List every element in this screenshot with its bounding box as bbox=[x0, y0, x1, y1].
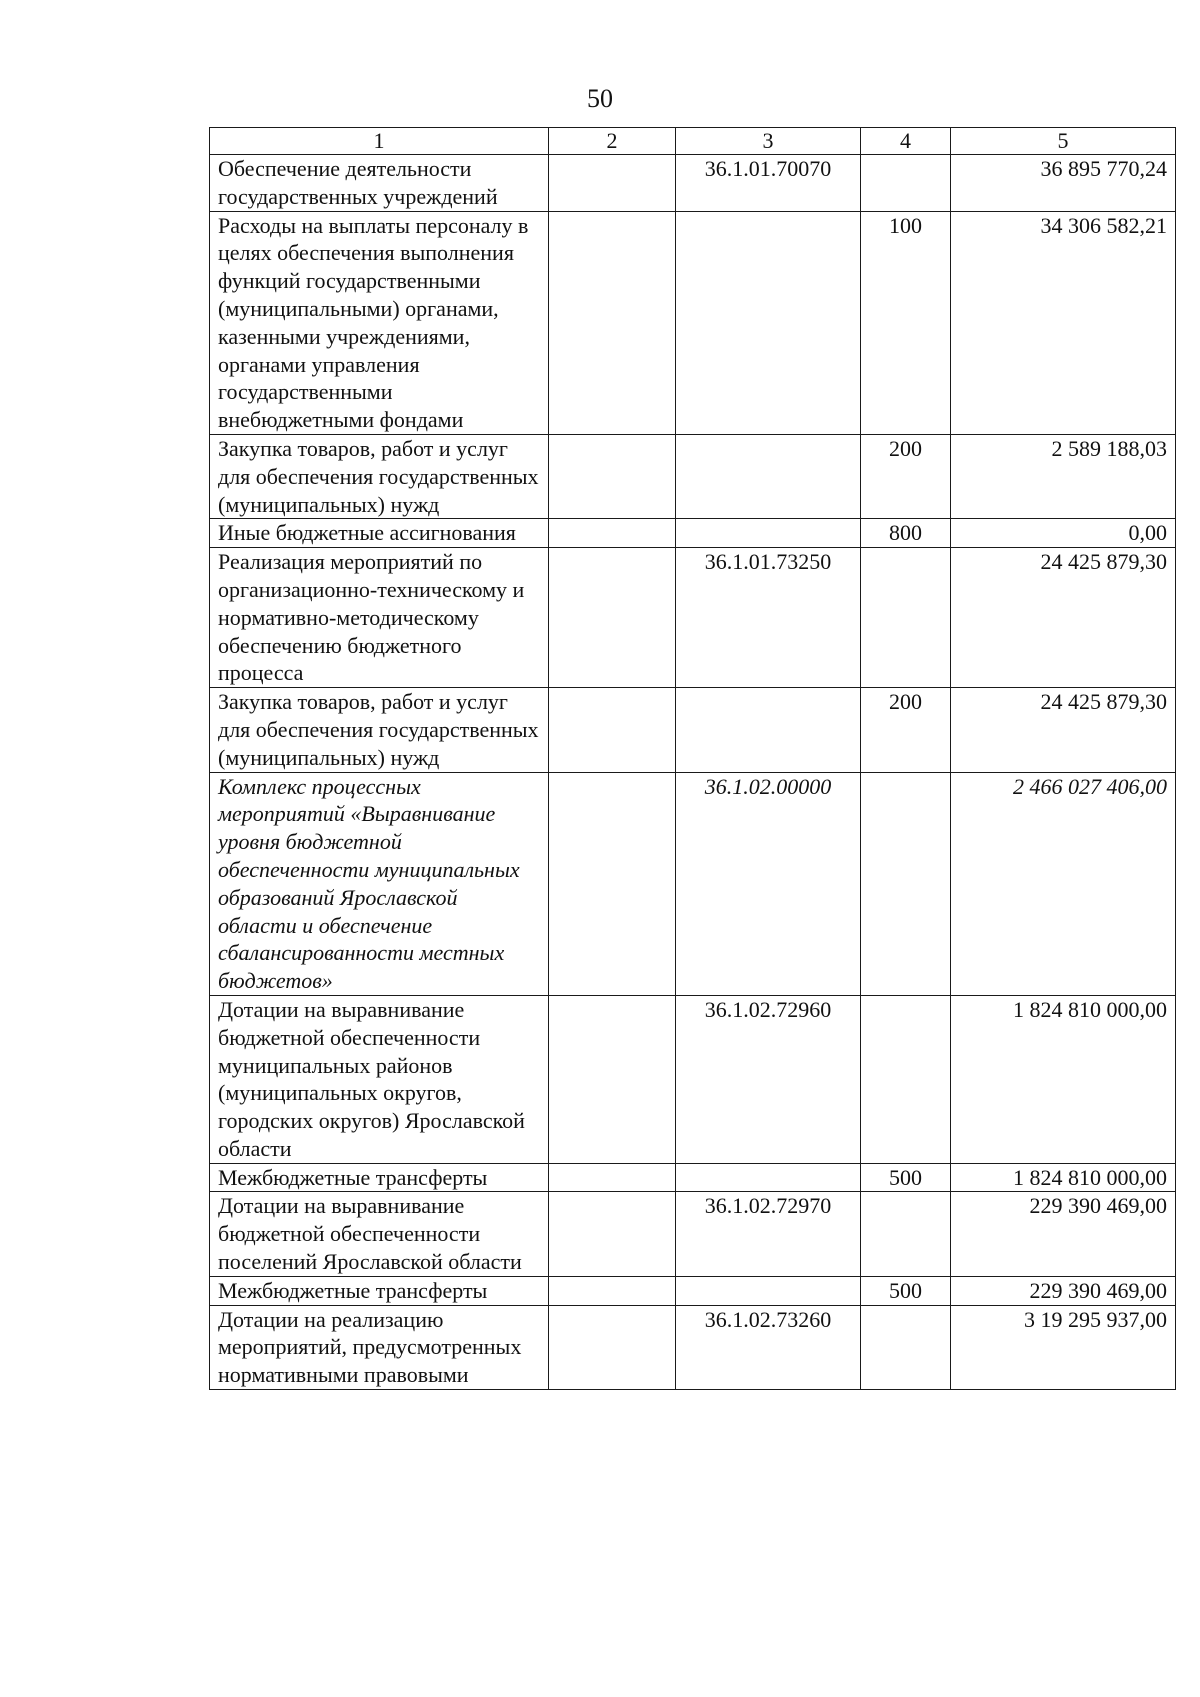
table-row bbox=[210, 772, 1176, 995]
row-col2-cell bbox=[549, 688, 676, 772]
row-expense-type-cell: 500 bbox=[861, 1163, 951, 1192]
budget-table bbox=[209, 127, 1176, 1390]
row-name-cell: Иные бюджетные ассигнования bbox=[210, 519, 549, 548]
row-expense-type-cell bbox=[861, 1192, 951, 1276]
row-amount-cell: 229 390 469,00 bbox=[951, 1276, 1176, 1305]
row-amount-cell: 3 19 295 937,00 bbox=[951, 1305, 1176, 1389]
row-col2-cell bbox=[549, 1192, 676, 1276]
row-name-cell: Расходы на выплаты персоналу в целях обеспечения выполнения функций государственными (муниципальными) органами, казенными учреждениями, органами управления государственными внебюджетными фондами bbox=[210, 211, 549, 434]
row-col2-cell bbox=[549, 772, 676, 995]
row-name-cell: Закупка товаров, работ и услуг для обеспечения государственных (муниципальных) нужд bbox=[210, 688, 549, 772]
table-row bbox=[210, 548, 1176, 688]
row-amount-cell: 36 895 770,24 bbox=[951, 155, 1176, 212]
row-expense-type-cell bbox=[861, 548, 951, 688]
row-amount-cell: 24 425 879,30 bbox=[951, 548, 1176, 688]
table-row bbox=[210, 211, 1176, 434]
row-expense-type-cell: 100 bbox=[861, 211, 951, 434]
row-col2-cell bbox=[549, 434, 676, 518]
row-code-cell: 36.1.02.72970 bbox=[676, 1192, 861, 1276]
row-code-cell: 36.1.02.72960 bbox=[676, 995, 861, 1163]
row-col2-cell bbox=[549, 1305, 676, 1389]
row-name-cell: Дотации на выравнивание бюджетной обеспеченности муниципальных районов (муниципальных округов, городских округов) Ярославской области bbox=[210, 995, 549, 1163]
row-amount-cell: 229 390 469,00 bbox=[951, 1192, 1176, 1276]
row-code-cell: 36.1.02.00000 bbox=[676, 772, 861, 995]
row-amount-cell: 2 589 188,03 bbox=[951, 434, 1176, 518]
page-number: 50 bbox=[587, 84, 613, 113]
row-expense-type-cell: 500 bbox=[861, 1276, 951, 1305]
row-name-cell: Реализация мероприятий по организационно-техническому и нормативно-методическому обеспечению бюджетного процесса bbox=[210, 548, 549, 688]
row-col2-cell bbox=[549, 1276, 676, 1305]
row-code-cell bbox=[676, 434, 861, 518]
row-code-cell bbox=[676, 519, 861, 548]
column-header-4: 4 bbox=[861, 128, 951, 155]
row-code-cell bbox=[676, 688, 861, 772]
row-name-cell: Закупка товаров, работ и услуг для обеспечения государственных (муниципальных) нужд bbox=[210, 434, 549, 518]
column-header-1: 1 bbox=[210, 128, 549, 155]
table-row bbox=[210, 1276, 1176, 1305]
row-code-cell: 36.1.02.73260 bbox=[676, 1305, 861, 1389]
table-row bbox=[210, 688, 1176, 772]
row-expense-type-cell: 200 bbox=[861, 688, 951, 772]
row-expense-type-cell bbox=[861, 772, 951, 995]
table-row bbox=[210, 1305, 1176, 1389]
row-amount-cell: 2 466 027 406,00 bbox=[951, 772, 1176, 995]
row-amount-cell: 1 824 810 000,00 bbox=[951, 1163, 1176, 1192]
row-name-cell: Межбюджетные трансферты bbox=[210, 1163, 549, 1192]
row-col2-cell bbox=[549, 211, 676, 434]
table-header-row bbox=[210, 128, 1176, 155]
row-amount-cell: 24 425 879,30 bbox=[951, 688, 1176, 772]
row-col2-cell bbox=[549, 519, 676, 548]
row-name-cell: Комплекс процессных мероприятий «Выравнивание уровня бюджетной обеспеченности муниципальных образований Ярославской области и обеспечение сбалансированности местных бюджетов» bbox=[210, 772, 549, 995]
row-expense-type-cell: 800 bbox=[861, 519, 951, 548]
table-row bbox=[210, 519, 1176, 548]
row-col2-cell bbox=[549, 155, 676, 212]
column-header-5: 5 bbox=[951, 128, 1176, 155]
row-code-cell bbox=[676, 1163, 861, 1192]
table-row bbox=[210, 1163, 1176, 1192]
row-code-cell bbox=[676, 211, 861, 434]
column-header-2: 2 bbox=[549, 128, 676, 155]
row-code-cell: 36.1.01.70070 bbox=[676, 155, 861, 212]
row-name-cell: Обеспечение деятельности государственных учреждений bbox=[210, 155, 549, 212]
row-expense-type-cell bbox=[861, 1305, 951, 1389]
row-name-cell: Дотации на реализацию мероприятий, предусмотренных нормативными правовыми bbox=[210, 1305, 549, 1389]
row-name-cell: Дотации на выравнивание бюджетной обеспеченности поселений Ярославской области bbox=[210, 1192, 549, 1276]
row-code-cell bbox=[676, 1276, 861, 1305]
row-col2-cell bbox=[549, 548, 676, 688]
table-row bbox=[210, 155, 1176, 212]
row-amount-cell: 34 306 582,21 bbox=[951, 211, 1176, 434]
table-row bbox=[210, 995, 1176, 1163]
column-header-3: 3 bbox=[676, 128, 861, 155]
row-expense-type-cell bbox=[861, 155, 951, 212]
row-code-cell: 36.1.01.73250 bbox=[676, 548, 861, 688]
row-amount-cell: 0,00 bbox=[951, 519, 1176, 548]
row-name-cell: Межбюджетные трансферты bbox=[210, 1276, 549, 1305]
row-amount-cell: 1 824 810 000,00 bbox=[951, 995, 1176, 1163]
row-col2-cell bbox=[549, 1163, 676, 1192]
row-expense-type-cell bbox=[861, 995, 951, 1163]
row-expense-type-cell: 200 bbox=[861, 434, 951, 518]
table-row bbox=[210, 434, 1176, 518]
row-col2-cell bbox=[549, 995, 676, 1163]
table-row bbox=[210, 1192, 1176, 1276]
